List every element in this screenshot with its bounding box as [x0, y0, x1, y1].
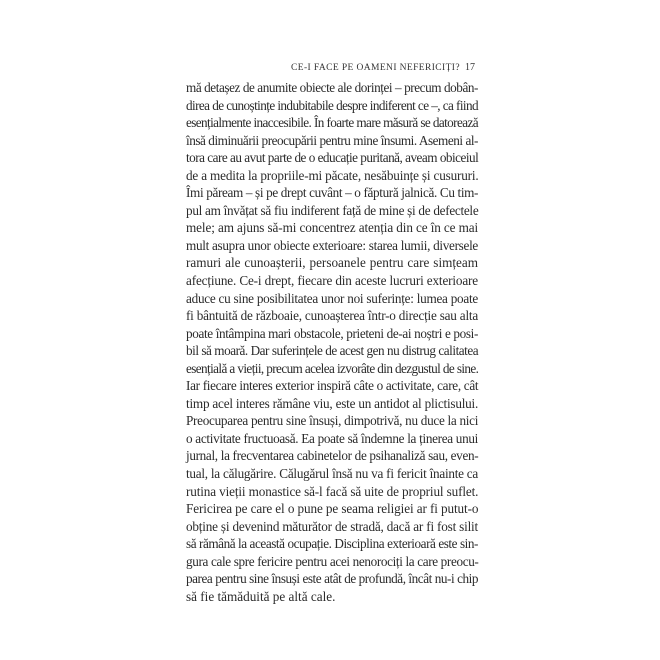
text-line: mele; am ajuns să-mi concentrez atenția din ce în ce mai — [186, 220, 479, 236]
text-line: timp acel interes rămâne viu, este un antidot al plictisului. — [186, 395, 479, 411]
text-line: să rămână la această ocupație. Disciplina exterioară este sin- — [186, 536, 478, 552]
text-line: mă detașez de anumite obiecte ale dorinței – precum dobân- — [186, 80, 478, 95]
text-line: esențială a vieții, precum acelea izvorâte din dezgustul de sine. — [186, 360, 479, 376]
text-line: obține și devenind măturător de stradă, dacă ar fi fost silit — [186, 518, 478, 534]
text-line: Iar fiecare interes exterior inspiră câte o activitate, care, cât — [186, 378, 479, 394]
text-line: Îmi păream – și pe drept cuvânt – o făptură jalnică. Cu tim- — [186, 185, 479, 201]
text-line: gura cale spre fericire pentru acei nenorociți la care preocu- — [186, 553, 479, 569]
text-line: însă diminuării preocupării pentru mine însumi. Asemeni al- — [186, 132, 478, 148]
running-title: CE-I FACE PE OAMENI NEFERICIȚI? — [291, 63, 460, 73]
text-line: ramuri ale cunoașterii, persoanele pentru care simțeam — [186, 255, 478, 271]
text-line: Fericirea pe care el o pune pe seama religiei ar fi putut-o — [186, 501, 479, 517]
text-line: fi bântuită de războaie, cunoașterea într-o direcție sau alta — [186, 308, 478, 324]
text-line: mult asupra unor obiecte exterioare: starea lumii, diversele — [186, 237, 478, 253]
running-header — [291, 63, 460, 73]
text-line: aduce cu sine posibilitatea unor noi suferințe: lumea poate — [186, 290, 478, 306]
text-line: Preocuparea pentru sine însuși, dimpotrivă, nu duce la nici — [186, 413, 479, 429]
text-line: parea pentru sine însuși este atât de profundă, încât nu-i chip — [186, 571, 478, 587]
text-line: de a medita la propriile-mi păcate, nesăbuințe și cusururi. — [186, 167, 479, 183]
text-line: să fie tămăduită pe altă cale. — [186, 588, 336, 604]
text-line: jurnal, la frecventarea cabinetelor de psihanaliză sau, even- — [186, 448, 479, 464]
text-line: tual, la călugărire. Călugărul însă nu va fi fericit înainte ca — [186, 466, 478, 482]
text-line: tora care au avut parte de o educație puritană, aveam obiceiul — [186, 150, 479, 166]
body-paragraph — [186, 79, 478, 605]
text-line: afecțiune. Ce-i drept, fiecare din aceste lucruri exterioare — [186, 273, 478, 289]
text-line: o activitate fructuoasă. Ea poate să îndemne la ținerea unui — [186, 430, 478, 446]
text-line: rutina vieții monastice să-l facă să uite de propriul suflet. — [186, 483, 479, 499]
text-line: direa de cunoștințe indubitabile despre indiferent ce –, ca fiind — [186, 97, 478, 113]
page-number: 17 — [465, 62, 475, 73]
text-line: bil să moară. Dar suferințele de acest gen nu distrug calitatea — [186, 343, 479, 359]
text-line: esențialmente inaccesibile. În foarte mare măsură se datorează — [186, 115, 478, 131]
text-line: poate întâmpina mari obstacole, prieteni de-ai noștri e posi- — [186, 325, 478, 341]
text-line: pul am învățat să fiu indiferent față de mine și de defectele — [186, 202, 479, 218]
